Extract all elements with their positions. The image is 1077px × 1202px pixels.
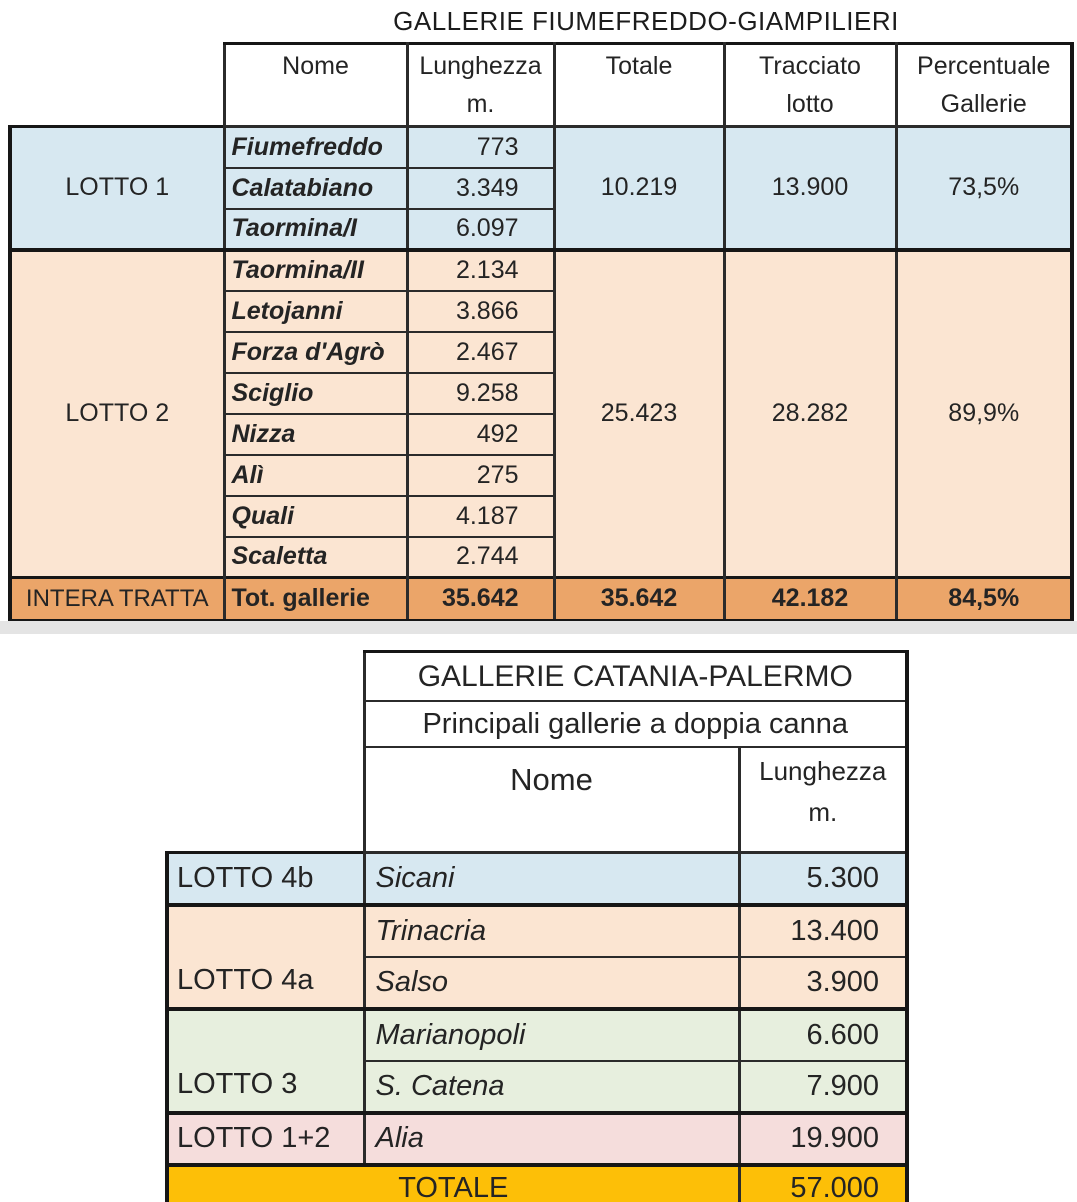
table2-title-row bbox=[167, 652, 907, 702]
header-empty-cell bbox=[10, 44, 224, 127]
table2-title: GALLERIE CATANIA-PALERMO bbox=[364, 652, 907, 702]
group-label: LOTTO 2 bbox=[10, 250, 224, 578]
totale-label: TOTALE bbox=[167, 1165, 739, 1202]
table2-subtitle: Principali gallerie a doppia canna bbox=[364, 701, 907, 747]
tunnel-row bbox=[10, 127, 1072, 168]
column-header-lunghezza bbox=[407, 44, 554, 127]
tunnel-name: Sicani bbox=[364, 853, 739, 905]
column-header-nome bbox=[224, 44, 407, 127]
group-label: LOTTO 4a bbox=[167, 905, 364, 1009]
title-empty-cell bbox=[167, 652, 364, 702]
column-header-lunghezza bbox=[739, 747, 907, 853]
tunnel-row bbox=[167, 905, 907, 957]
column-header-nome: Nome bbox=[364, 747, 739, 853]
tunnel-length: 4.187 bbox=[407, 496, 554, 537]
tunnel-name: Nizza bbox=[224, 414, 407, 455]
header-line: Percentuale bbox=[917, 52, 1051, 80]
gallerie-catania-palermo-table bbox=[165, 650, 909, 1202]
tunnel-name: Alì bbox=[224, 455, 407, 496]
tunnel-length: 6.600 bbox=[739, 1009, 907, 1061]
tunnel-length: 3.900 bbox=[739, 957, 907, 1009]
group-percentuale-gallerie: 89,9% bbox=[896, 250, 1072, 578]
tunnel-name: Taormina/II bbox=[224, 250, 407, 291]
header-line: Totale bbox=[605, 52, 673, 80]
header-line: Lunghezza bbox=[419, 52, 542, 80]
header-line: Gallerie bbox=[940, 90, 1027, 118]
table1-title: GALLERIE FIUMEFREDDO-GIAMPILIERI bbox=[393, 6, 899, 36]
table1-shadow-band bbox=[0, 621, 1077, 634]
header-line: Nome bbox=[282, 52, 349, 80]
group-percentuale-gallerie: 73,5% bbox=[896, 127, 1072, 250]
tunnel-name: Scaletta bbox=[224, 537, 407, 578]
group-label: LOTTO 1 bbox=[10, 127, 224, 250]
tunnel-name: Trinacria bbox=[364, 905, 739, 957]
header-line: Tracciato bbox=[759, 52, 861, 80]
tunnel-name: Taormina/I bbox=[224, 209, 407, 250]
tot-gallerie-label: Tot. gallerie bbox=[224, 578, 407, 621]
table1-header-row bbox=[10, 44, 1072, 127]
tunnel-length: 2.744 bbox=[407, 537, 554, 578]
group-label: LOTTO 3 bbox=[167, 1009, 364, 1113]
tunnel-length: 2.134 bbox=[407, 250, 554, 291]
tunnel-length: 3.866 bbox=[407, 291, 554, 332]
column-header-tracciato-lotto bbox=[724, 44, 896, 127]
group-totale: 10.219 bbox=[554, 127, 724, 250]
tunnel-length: 492 bbox=[407, 414, 554, 455]
tot-percentuale-gallerie: 84,5% bbox=[896, 578, 1072, 621]
tunnel-name: Calatabiano bbox=[224, 168, 407, 209]
header-line: Lunghezza bbox=[759, 756, 887, 786]
tunnel-name: Alia bbox=[364, 1113, 739, 1165]
totale-value: 57.000 bbox=[739, 1165, 907, 1202]
tunnel-length: 9.258 bbox=[407, 373, 554, 414]
tot-gallerie-lunghezza: 35.642 bbox=[407, 578, 554, 621]
column-header-totale bbox=[554, 44, 724, 127]
header-line: lotto bbox=[786, 90, 834, 118]
table2-subtitle-row bbox=[167, 701, 907, 747]
tunnel-name: S. Catena bbox=[364, 1061, 739, 1113]
tunnel-length: 5.300 bbox=[739, 853, 907, 905]
header-empty-cell bbox=[167, 747, 364, 853]
tunnel-name: Marianopoli bbox=[364, 1009, 739, 1061]
intera-tratta-label: INTERA TRATTA bbox=[10, 578, 224, 621]
tunnel-name: Quali bbox=[224, 496, 407, 537]
tunnel-row bbox=[167, 853, 907, 905]
tunnel-length: 19.900 bbox=[739, 1113, 907, 1165]
tunnel-row bbox=[10, 250, 1072, 291]
gallerie-fiumefreddo-giampilieri-table bbox=[8, 42, 1074, 623]
column-header-percentuale-gallerie bbox=[896, 44, 1072, 127]
tot-tracciato-lotto: 42.182 bbox=[724, 578, 896, 621]
tunnel-row bbox=[167, 1113, 907, 1165]
header-line: m. bbox=[466, 90, 495, 118]
group-label: LOTTO 4b bbox=[167, 853, 364, 905]
subtitle-empty-cell bbox=[167, 701, 364, 747]
tunnel-length: 773 bbox=[407, 127, 554, 168]
tunnel-name: Letojanni bbox=[224, 291, 407, 332]
tunnel-row bbox=[167, 1009, 907, 1061]
tot-gallerie-totale: 35.642 bbox=[554, 578, 724, 621]
intera-tratta-row bbox=[10, 578, 1072, 621]
tunnel-length: 13.400 bbox=[739, 905, 907, 957]
group-tracciato-lotto: 13.900 bbox=[724, 127, 896, 250]
tunnel-name: Forza d'Agrò bbox=[224, 332, 407, 373]
tunnel-name: Salso bbox=[364, 957, 739, 1009]
totale-row bbox=[167, 1165, 907, 1202]
header-line: m. bbox=[808, 797, 838, 827]
table2-header-row bbox=[167, 747, 907, 853]
group-label: LOTTO 1+2 bbox=[167, 1113, 364, 1165]
tunnel-name: Fiumefreddo bbox=[224, 127, 407, 168]
tunnel-length: 2.467 bbox=[407, 332, 554, 373]
tunnel-length: 7.900 bbox=[739, 1061, 907, 1113]
tunnel-length: 3.349 bbox=[407, 168, 554, 209]
tunnel-length: 6.097 bbox=[407, 209, 554, 250]
group-tracciato-lotto: 28.282 bbox=[724, 250, 896, 578]
group-totale: 25.423 bbox=[554, 250, 724, 578]
tunnel-length: 275 bbox=[407, 455, 554, 496]
tunnel-name: Sciglio bbox=[224, 373, 407, 414]
